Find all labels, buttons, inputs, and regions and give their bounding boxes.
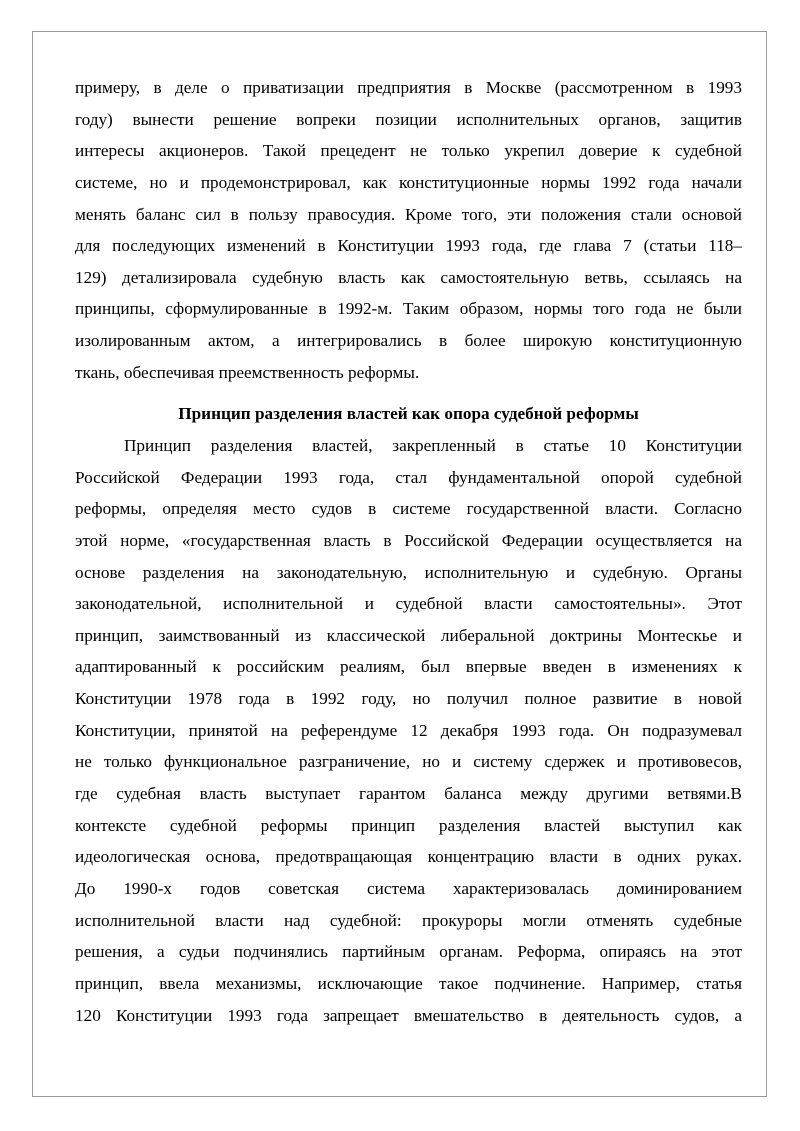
text-line: этой норме, «государственная власть в Российской Федерации осуществляется на [75, 530, 742, 550]
text-line: менять баланс сил в пользу правосудия. Кроме того, эти положения стали основой [75, 204, 742, 224]
text-line: 120 Конституции 1993 года запрещает вмешательство в деятельность судов, а [75, 1005, 742, 1025]
text-line: До 1990-х годов советская система характеризовалась доминированием [75, 878, 742, 898]
section-heading: Принцип разделения властей как опора судебной реформы [178, 404, 639, 423]
paragraph-1 [75, 72, 742, 388]
text-line: решения, а судьи подчинялись партийным органам. Реформа, опираясь на этот [75, 942, 742, 962]
text-line: для последующих изменений в Конституции 1993 года, где глава 7 (статьи 118– [75, 236, 742, 256]
text-line: году) вынести решение вопреки позиции исполнительных органов, защитив [75, 109, 742, 129]
text-line: адаптированный к российским реалиям, был впервые введен в изменениях к [75, 657, 742, 677]
paragraph-separation-of-powers [75, 430, 742, 1031]
text-line: принципы, сформулированные в 1992-м. Таким образом, нормы того года не были [75, 299, 742, 319]
text-line: примеру, в деле о приватизации предприятия в Москве (рассмотренном в 1993 [75, 78, 742, 97]
text-line: исполнительной власти над судебной: прокуроры могли отменять судебные [75, 910, 742, 930]
text-line: основе разделения на законодательную, исполнительную и судебную. Органы [75, 562, 742, 582]
text-line: принцип, заимствованный из классической либеральной доктрины Монтескье и [75, 625, 742, 645]
text-line: Принцип разделения властей, закрепленный в статье 10 Конституции [124, 436, 742, 455]
text-line: идеологическая основа, предотвращающая концентрацию власти в одних руках. [75, 847, 742, 867]
text-line: изолированным актом, а интегрировались в более широкую конституционную [75, 331, 742, 351]
paragraph-continuation [75, 72, 742, 388]
text-line: не только функциональное разграничение, но и систему сдержек и противовесов, [75, 752, 742, 772]
text-line: Российской Федерации 1993 года, стал фундаментальной опорой судебной [75, 467, 742, 487]
text-line: принцип, ввела механизмы, исключающие такое подчинение. Например, статья [75, 973, 742, 993]
text-line: законодательной, исполнительной и судебной власти самостоятельны». Этот [75, 594, 742, 614]
text-line: 129) детализировала судебную власть как самостоятельную ветвь, ссылаясь на [75, 267, 742, 287]
text-line: реформы, определяя место судов в системе государственной власти. Согласно [75, 499, 742, 519]
text-line: интересы акционеров. Такой прецедент не только укрепил доверие к судебной [75, 141, 742, 161]
text-line: Конституции 1978 года в 1992 году, но получил полное развитие в новой [75, 689, 742, 709]
text-line: контексте судебной реформы принцип разделения властей выступил как [75, 815, 742, 835]
paragraph-2 [75, 430, 742, 1031]
text-line: системе, но и продемонстрировал, как конституционные нормы 1992 года начали [75, 172, 742, 192]
text-line: ткань, обеспечивая преемственность реформы. [75, 362, 420, 382]
text-line: Конституции, принятой на референдуме 12 декабря 1993 года. Он подразумевал [75, 720, 742, 740]
section-heading-block [75, 398, 742, 430]
text-line: где судебная власть выступает гарантом баланса между другими ветвями.В [75, 784, 742, 804]
